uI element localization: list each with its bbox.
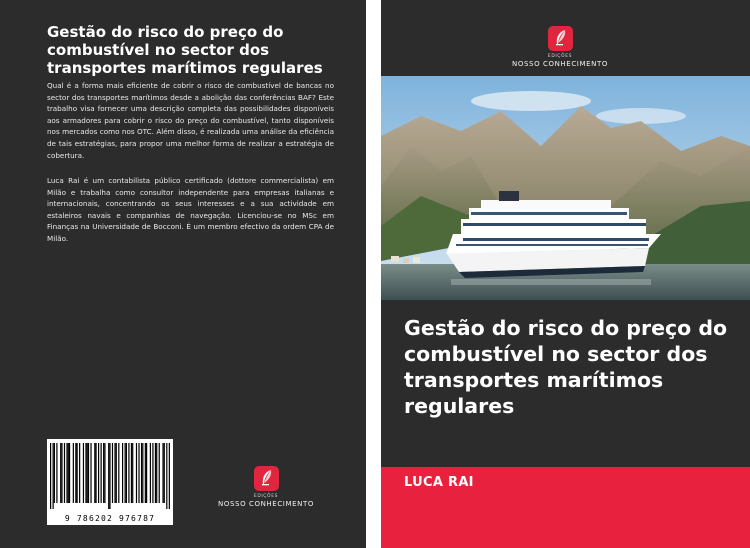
quill-icon	[254, 466, 279, 491]
author-band	[381, 467, 750, 548]
publisher-logo-front	[505, 26, 615, 68]
barcode-number: 9 786202 976787	[64, 514, 156, 523]
barcode	[47, 439, 173, 525]
back-cover-title: Gestão do risco do preço do combustível no sector dos transportes marítimos regulares	[47, 23, 323, 77]
back-cover	[0, 0, 366, 548]
book-description: Qual é a forma mais eficiente de cobrir o risco de combustível de bancas no sector dos transportes marítimos desde a abolição das conferências BAF? Este trabalho visa fornecer uma descrição completa das possibilidades disponíveis aos armadores para cobrir o risco do preço do combustível, tanto disponíveis nos mercados como nos OTC. Além disso, é realizada uma análise da eficiência de tais estratégias, para propor uma melhor forma de realizar a estratégia de cobertura.	[47, 81, 334, 160]
cover-photo-cruise-ship	[381, 76, 750, 300]
publisher-logo-back	[211, 466, 321, 508]
publisher-small-label: EDIÇÕES	[253, 494, 279, 499]
publisher-name: NOSSO CONHECIMENTO	[512, 60, 608, 68]
publisher-name: NOSSO CONHECIMENTO	[218, 500, 314, 508]
front-cover	[381, 0, 750, 548]
book-spine	[366, 0, 381, 548]
author-bio: Luca Rai é um contabilista público certificado (dottore commercialista) em Milão e trabalha como consultor independente para empresas italianas e internacionais, concentrando os seus interesses e a sua actividade em estaleiros navais e companhias de navegação. Licenciou-se no MSc em Finanças na Universidade de Bocconi. É um membro efectivo da ordem CPA de Milão.	[47, 176, 334, 243]
front-cover-title: Gestão do risco do preço do combustível no sector dos transportes marítimos regulares	[404, 316, 728, 418]
publisher-small-label: EDIÇÕES	[547, 54, 573, 59]
author-name: LUCA RAI	[404, 475, 474, 490]
quill-icon	[548, 26, 573, 51]
barcode-bars	[50, 443, 170, 509]
